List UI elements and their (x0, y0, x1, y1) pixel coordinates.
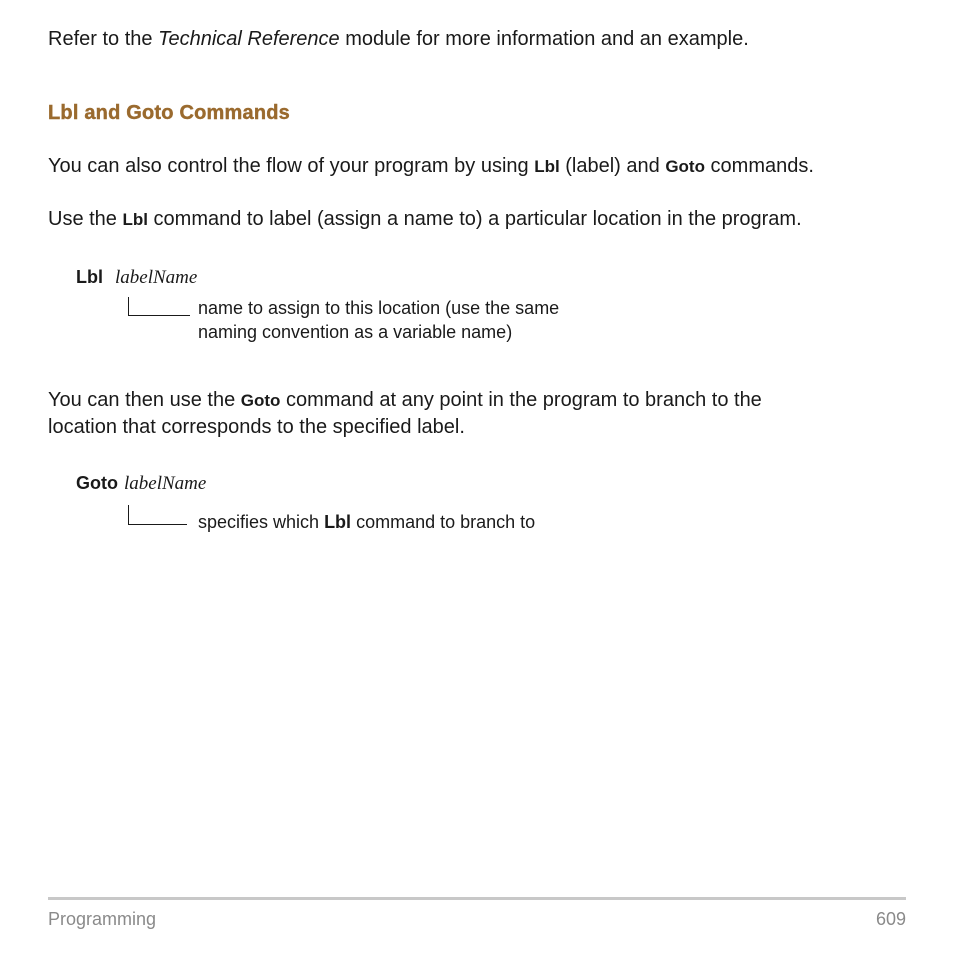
lbl-syntax-argument: labelName (115, 267, 198, 288)
goto-note-text-2: command to branch to (351, 512, 536, 532)
lbl-callout-bracket (128, 297, 190, 316)
footer-section-title: Programming (48, 909, 157, 929)
para1-text-3: commands. (704, 155, 814, 177)
goto-callout-bracket (128, 505, 187, 525)
lbl-note-line-1: name to assign to this location (use the same (198, 298, 560, 318)
para3-line-2: location that corresponds to the specified label. (48, 416, 465, 438)
para2-text-1: Use the (48, 208, 123, 230)
goto-command-ref: Goto (240, 391, 281, 410)
lbl-command-ref: Lbl (534, 157, 560, 176)
flow-control-paragraph (48, 153, 814, 180)
lbl-usage-paragraph (48, 206, 802, 233)
para1-text-2: (label) and (559, 155, 666, 177)
goto-syntax-keyword: Goto (76, 473, 118, 493)
lbl-syntax-keyword: Lbl (76, 267, 103, 287)
goto-syntax-line (76, 473, 206, 495)
para3-text-1: You can then use the (48, 389, 241, 411)
lbl-syntax-line (76, 267, 197, 289)
para3-text-2: command at any point in the program to branch to the (280, 389, 762, 411)
lbl-command-ref: Lbl (122, 210, 148, 229)
footer-divider (48, 897, 906, 900)
lbl-syntax-note (198, 296, 559, 344)
goto-syntax-argument: labelName (124, 473, 207, 494)
para1-text-1: You can also control the flow of your program by using (48, 155, 535, 177)
section-heading: Lbl and Goto Commands (48, 102, 290, 124)
technical-reference-emphasis: Technical Reference (158, 28, 340, 50)
lbl-command-ref: Lbl (324, 512, 352, 532)
goto-usage-paragraph (48, 387, 762, 441)
intro-suffix: module for more information and an example. (339, 28, 749, 50)
intro-prefix: Refer to the (48, 28, 159, 50)
intro-paragraph (48, 26, 749, 53)
goto-syntax-note (198, 510, 535, 534)
page-number: 609 (875, 909, 906, 929)
goto-command-ref: Goto (665, 157, 705, 176)
goto-note-text-1: specifies which (198, 512, 325, 532)
lbl-note-line-2: naming convention as a variable name) (198, 322, 513, 342)
para2-text-2: command to label (assign a name to) a particular location in the program. (147, 208, 802, 230)
